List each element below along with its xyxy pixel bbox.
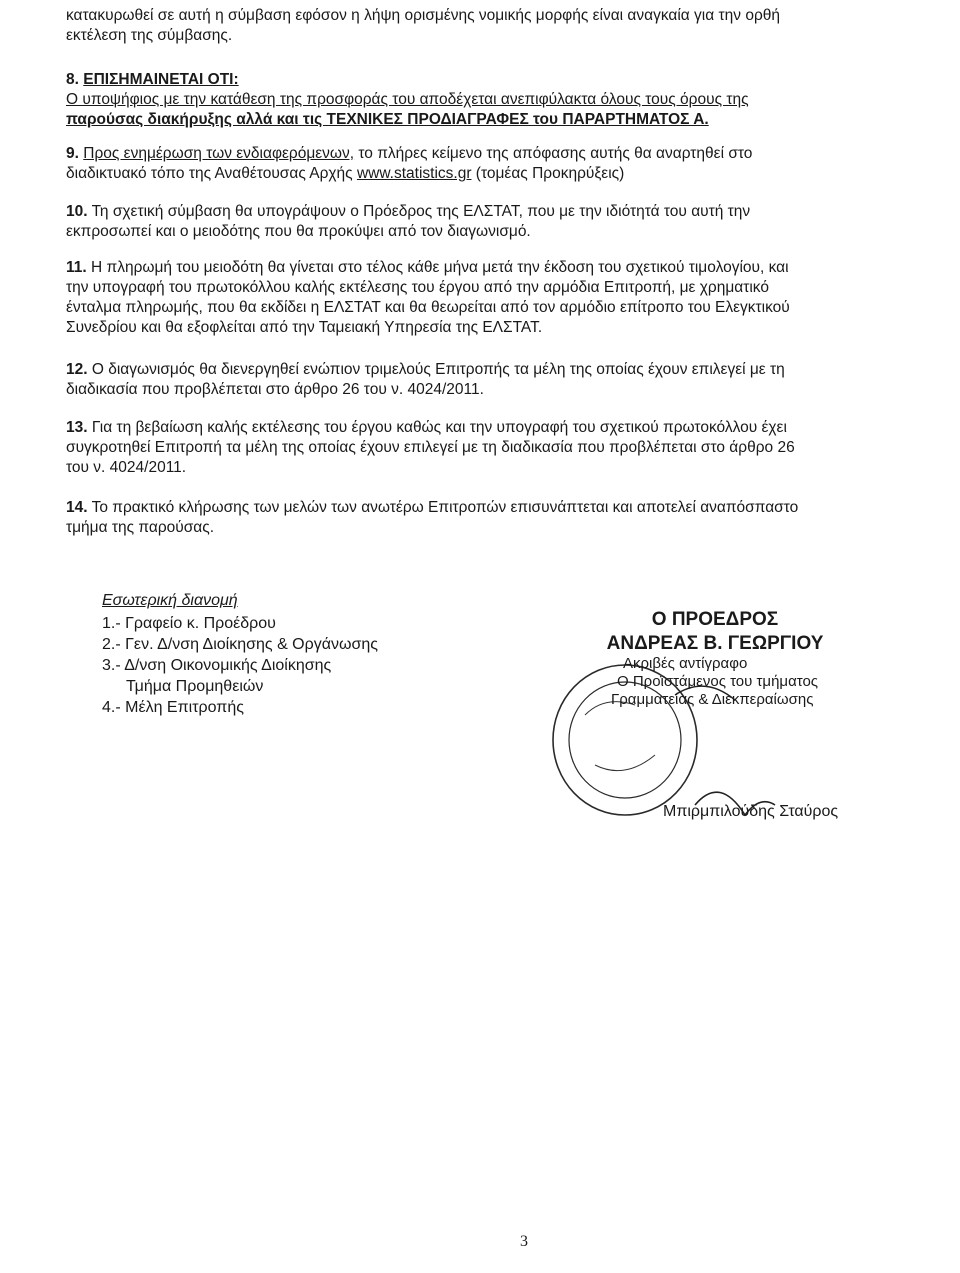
paragraph-10: 10. Τη σχετική σύμβαση θα υπογράψουν ο Πρόεδρος της ΕΛΣΤΑΤ, που με την ιδιότητά του αυτή την εκπροσωπεί και ο μειοδότης που θα προκύψει από τον διαγωνισμό.: [66, 203, 751, 240]
notice-heading: ΕΠΙΣΗΜΑΙΝΕΤΑΙ ΟΤΙ:: [83, 71, 239, 88]
distribution-item: 2.- Γεν. Δ/νση Διοίκησης & Οργάνωσης: [102, 636, 378, 653]
distribution-item: 3.- Δ/νση Οικονομικής Διοίκησης: [102, 657, 332, 674]
stamp-line: Γραμματείας & Διεκπεραίωσης: [611, 691, 814, 708]
signatory-name: ΑΝΔΡΕΑΣ Β. ΓΕΩΡΓΙΟΥ: [606, 633, 824, 654]
stamp-line: Ακριβές αντίγραφο: [623, 655, 748, 672]
distribution-title: Εσωτερική διανομή: [102, 592, 238, 609]
distribution-item: 1.- Γραφείο κ. Προέδρου: [102, 615, 276, 632]
paragraph-14: 14. Το πρακτικό κλήρωσης των μελών των ανωτέρω Επιτροπών επισυνάπτεται και αποτελεί αναπόσπαστο τμήμα της παρούσας.: [66, 499, 799, 536]
intro-paragraph: κατακυρωθεί σε αυτή η σύμβαση εφόσον η λήψη ορισμένης νομικής μορφής είναι αναγκαία για την ορθή εκτέλεση της σύμβασης.: [66, 7, 780, 44]
statistics-link[interactable]: www.statistics.gr: [356, 165, 472, 182]
paragraph-9: 9. Προς ενημέρωση των ενδιαφερόμενων, το πλήρες κείμενο της απόφασης αυτής θα αναρτηθεί στο διαδικτυακό τόπο της Αναθέτουσας Αρχής www.statistics.gr (τομέας Προκηρύξεις): [66, 145, 753, 182]
distribution-item: 4.- Μέλη Επιτροπής: [102, 699, 244, 716]
signature-block: [590, 608, 840, 656]
page-number: 3: [520, 1233, 528, 1250]
paragraph-8: 8. ΕΠΙΣΗΜΑΙΝΕΤΑΙ ΟΤΙ: Ο υποψήφιος με την κατάθεση της προσφοράς του αποδέχεται ανεπιφύλακτα όλους τους όρους της παρούσας διακήρυξης αλλά και τις ΤΕΧΝΙΚΕΣ ΠΡΟΔΙΑΓΡΑΦΕΣ του ΠΑΡΑΡΤΗΜΑΤΟΣ Α.: [66, 71, 749, 128]
internal-distribution: [102, 590, 432, 718]
paragraph-12: 12. Ο διαγωνισμός θα διενεργηθεί ενώπιον τριμελούς Επιτροπής τα μέλη της οποίας έχουν επιλεγεί με τη διαδικασία που προβλέπεται στο άρθρο 26 του ν. 4024/2011.: [66, 361, 785, 398]
signatory-role: Ο ΠΡΟΕΔΡΟΣ: [651, 609, 779, 630]
stamp-line: Ο Προϊστάμενος του τμήματος: [617, 673, 819, 690]
stamp-signer: Μπιρμπιλούδης Σταύρος: [663, 803, 839, 820]
paragraph-13: 13. Για τη βεβαίωση καλής εκτέλεσης του έργου καθώς και την υπογραφή του σχετικού πρωτοκόλλου έχει συγκροτηθεί Επιτροπή τα μέλη της οποίας έχουν επιλεγεί με τη διαδικασία που προβλέπεται στο άρθρο 26 του ν. 4024/2011.: [66, 419, 795, 476]
paragraph-11: 11. Η πληρωμή του μειοδότη θα γίνεται στο τέλος κάθε μήνα μετά την έκδοση του σχετικού τιμολογίου, και την υπογραφή του πρωτοκόλλου καλής εκτέλεσης του έργου από την αρμόδια Επιτροπή, με χρηματικό ένταλμα πληρωμής, που θα εκδίδει η ΕΛΣΤΑΤ και θα θεωρείται από τον αρμόδιο επίτροπο του Ελεγκτικού Συνεδρίου και θα εξοφλείται από την Ταμειακή Υπηρεσία της ΕΛΣΤΑΤ.: [66, 259, 790, 336]
distribution-item: Τμήμα Προμηθειών: [126, 678, 264, 695]
paragraph-number: 8.: [66, 71, 79, 88]
certified-copy-stamp: [545, 655, 865, 825]
